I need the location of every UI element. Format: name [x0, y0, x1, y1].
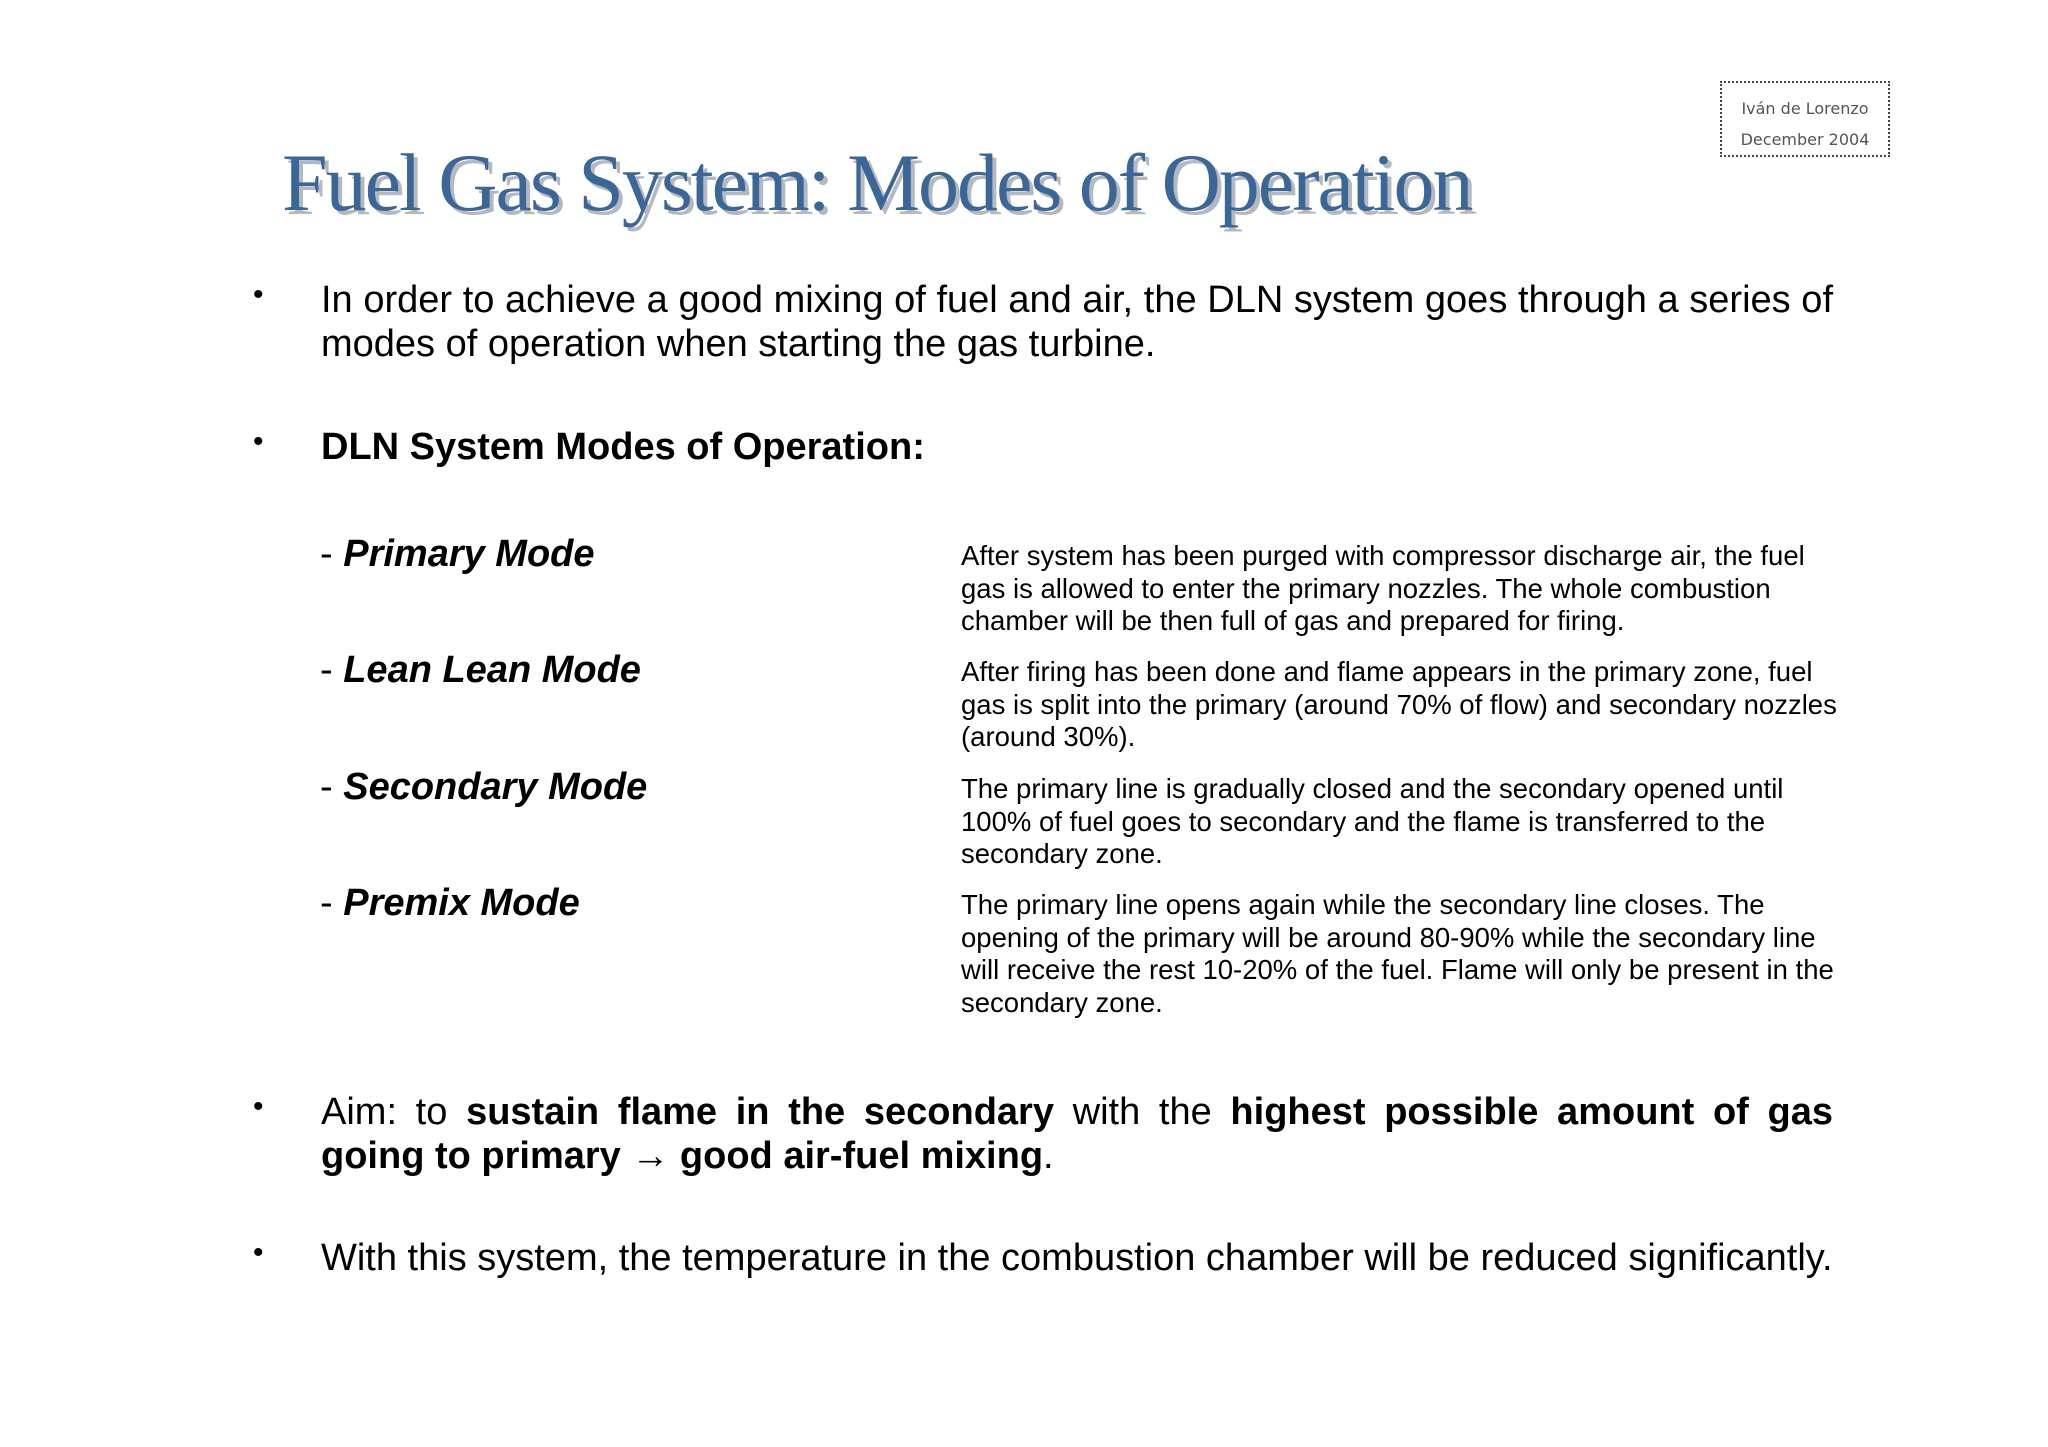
author-stamp [1720, 81, 1890, 157]
slide-title: Fuel Gas System: Modes of Operation [282, 137, 1472, 228]
mode-dash: - [320, 766, 344, 808]
mode-desc-primary: After system has been purged with compressor discharge air, the fuel gas is allowed to enter the primary nozzles. The whole combustion chamber will be then full of gas and prepared for firing. [961, 540, 1805, 636]
aim-bold-3: good air-fuel mixing [679, 1135, 1044, 1177]
bullet-marker: • [253, 1236, 264, 1269]
mode-dash: - [320, 649, 344, 691]
mode-label-secondary [320, 765, 647, 809]
bullet-temperature-text: With this system, the temperature in the combustion chamber will be reduced significantly. [321, 1237, 1833, 1279]
author-name: Iván de Lorenzo [1741, 99, 1869, 118]
bullet-marker: • [253, 425, 264, 458]
mode-desc-premix: The primary line opens again while the secondary line closes. The opening of the primary will be around 80-90% while the secondary line will receive the rest 10-20% of the fuel. Flame will only be present in the secondary zone. [961, 889, 1834, 1018]
mode-label-lean-lean [320, 648, 641, 692]
bullet-aim-text [321, 1090, 1833, 1178]
bullet-marker: • [253, 278, 264, 311]
aim-bold-2: highest possible amount of gas going to primary [321, 1091, 1833, 1177]
mode-name: Lean Lean Mode [343, 649, 641, 691]
author-date: December 2004 [1740, 130, 1870, 149]
modes-heading-text: DLN System Modes of Operation: [321, 426, 925, 468]
mode-label-primary [320, 532, 595, 576]
aim-suffix: . [1043, 1135, 1054, 1177]
mode-desc-secondary: The primary line is gradually closed and the secondary opened until 100% of fuel goes to secondary and the flame is transferred to the secondary zone. [961, 773, 1784, 869]
aim-mid: with the [1053, 1091, 1231, 1133]
mode-name: Premix Mode [343, 882, 580, 924]
aim-bold-1: sustain flame in the secondary [466, 1091, 1054, 1133]
bullet-intro-text: In order to achieve a good mixing of fuel and air, the DLN system goes through a series of modes of operation when starting the gas turbine. [321, 279, 1833, 365]
mode-name: Primary Mode [343, 533, 595, 575]
mode-desc-lean-lean: After firing has been done and flame appears in the primary zone, fuel gas is split into the primary (around 70% of flow) and secondary nozzles (around 30%). [961, 656, 1837, 752]
arrow-icon: → [631, 1135, 670, 1177]
aim-prefix: Aim: to [321, 1091, 467, 1133]
mode-name: Secondary Mode [343, 766, 648, 808]
bullet-marker: • [253, 1090, 264, 1123]
mode-dash: - [320, 882, 344, 924]
mode-label-premix [320, 881, 580, 925]
mode-dash: - [320, 533, 344, 575]
